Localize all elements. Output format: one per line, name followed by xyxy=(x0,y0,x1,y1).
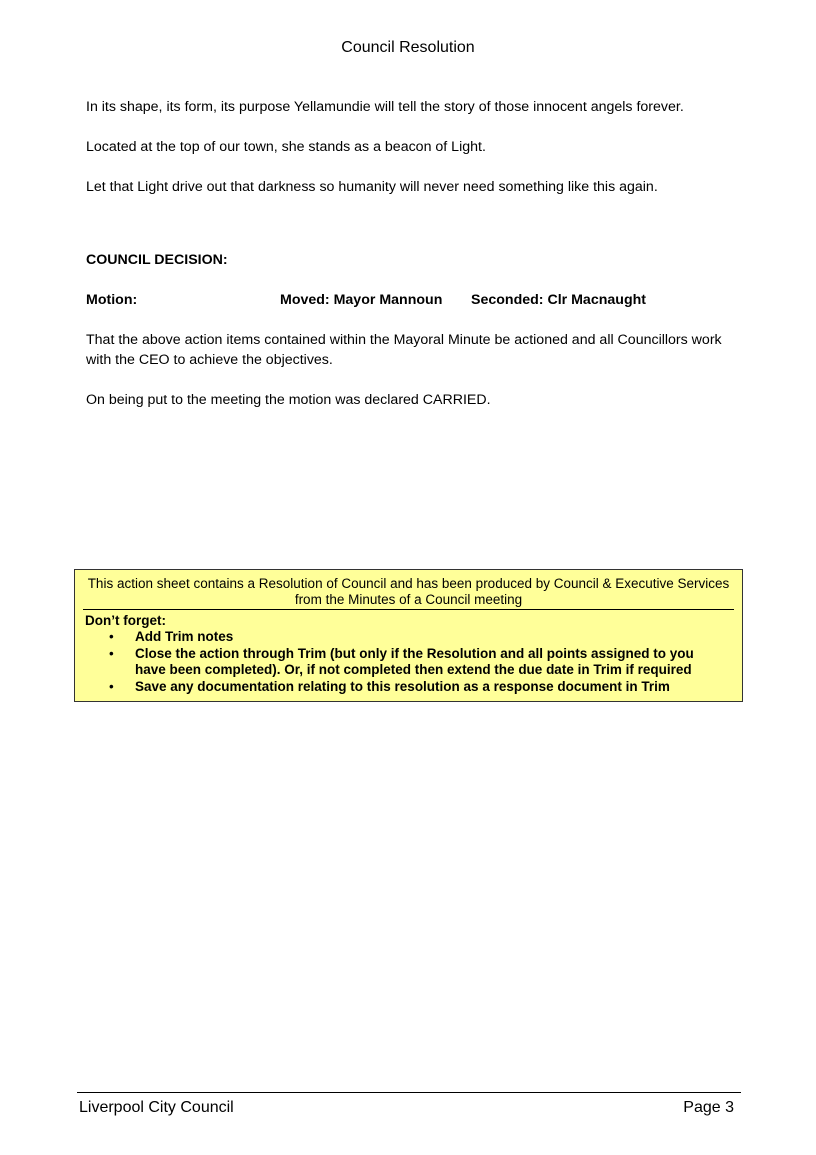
bullet-icon: • xyxy=(109,629,114,644)
notice-intro-text: This action sheet contains a Resolution of Council and has been produced by Council & Executive Services from the Minutes of a Council meeting xyxy=(83,576,734,610)
motion-label: Motion: xyxy=(86,292,138,308)
council-decision-heading: COUNCIL DECISION: xyxy=(86,252,228,268)
action-sheet-notice-box xyxy=(74,569,743,702)
footer-organization: Liverpool City Council xyxy=(79,1099,234,1116)
checklist-item xyxy=(85,679,725,696)
resolution-text: That the above action items contained within the Mayoral Minute be actioned and all Councillors work with the CEO to achieve the objectives. xyxy=(86,332,722,368)
body-paragraph: Located at the top of our town, she stands as a beacon of Light. xyxy=(86,139,486,155)
checklist-item-text: Save any documentation relating to this resolution as a response document in Trim xyxy=(135,678,670,694)
bullet-icon: • xyxy=(109,645,114,661)
footer-divider xyxy=(77,1092,741,1093)
page-header-title: Council Resolution xyxy=(341,39,475,56)
body-paragraph: Let that Light drive out that darkness so humanity will never need something like this again. xyxy=(86,179,658,195)
checklist-item xyxy=(85,646,725,679)
checklist-item xyxy=(85,629,725,646)
footer-page-number: Page 3 xyxy=(683,1099,734,1116)
motion-moved-by: Moved: Mayor Mannoun xyxy=(280,292,443,308)
notice-checklist xyxy=(85,629,725,695)
outcome-text: On being put to the meeting the motion was declared CARRIED. xyxy=(86,392,491,408)
bullet-icon: • xyxy=(109,678,114,694)
checklist-item-text: Add Trim notes xyxy=(135,629,234,644)
checklist-item-text: Close the action through Trim (but only if the Resolution and all points assigned to you have been completed). Or, if not completed then extend the due date in Trim if required xyxy=(135,645,694,677)
body-paragraph: In its shape, its form, its purpose Yellamundie will tell the story of those innocent angels forever. xyxy=(86,99,684,115)
motion-seconded-by: Seconded: Clr Macnaught xyxy=(471,292,646,308)
notice-heading: Don’t forget: xyxy=(85,613,166,628)
